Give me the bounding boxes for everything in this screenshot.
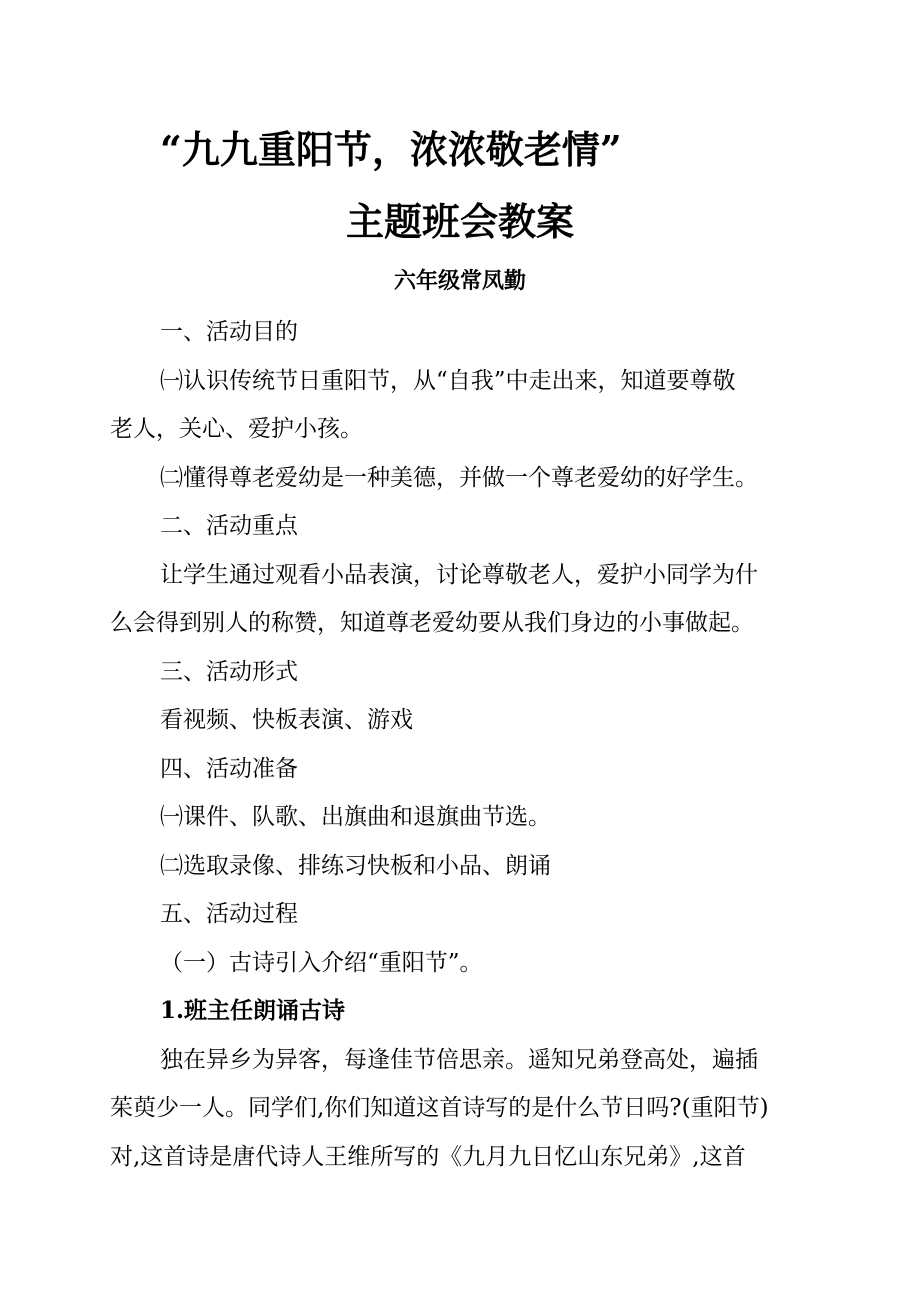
text-line: 三、活动形式 <box>160 658 298 685</box>
document-body <box>110 308 810 1181</box>
text-line: ㈡选取录像、排练习快板和小品、朗诵 <box>160 852 551 879</box>
text-line: ㈠认识传统节日重阳节，从“自我”中走出来，知道要尊敬 <box>160 367 736 394</box>
text-line: ㈡懂得尊老爱幼是一种美德，并做一个尊老爱幼的好学生。 <box>160 464 758 491</box>
text-line: 四、活动准备 <box>160 755 298 782</box>
text-line: 二、活动重点 <box>160 513 298 539</box>
document-title-line1: “九九重阳节，浓浓敬老情” <box>160 127 622 172</box>
text-line: 让学生通过观看小品表演，讨论尊敬老人，爱护小同学为什 <box>160 561 758 588</box>
text-line: 五、活动过程 <box>160 901 298 927</box>
text-line: 看视频、快板表演、游戏 <box>160 707 413 733</box>
text-line: 一、活动目的 <box>160 319 298 345</box>
text-line: 么会得到别人的称赞，知道尊老爱幼要从我们身边的小事做起。 <box>110 610 754 636</box>
text-line: ㈠课件、队歌、出旗曲和退旗曲节选。 <box>160 804 551 830</box>
text-line: 1.班主任朗诵古诗 <box>160 997 346 1024</box>
text-line: （一）古诗引入介绍“重阳节”。 <box>160 949 483 976</box>
text-line: 老人，关心、爱护小孩。 <box>110 416 363 442</box>
document-author: 六年级常凤勤 <box>393 268 526 294</box>
text-line: 对,这首诗是唐代诗人王维所写的《九月九日忆山东兄弟》,这首 <box>110 1143 746 1170</box>
text-line: 独在异乡为异客，每逢佳节倍思亲。遥知兄弟登高处，遍插 <box>160 1046 758 1073</box>
text-line: 茱萸少一人。同学们,你们知道这首诗写的是什么节日吗?(重阳节) <box>110 1095 769 1121</box>
document-title-line2: 主题班会教案 <box>345 199 574 244</box>
